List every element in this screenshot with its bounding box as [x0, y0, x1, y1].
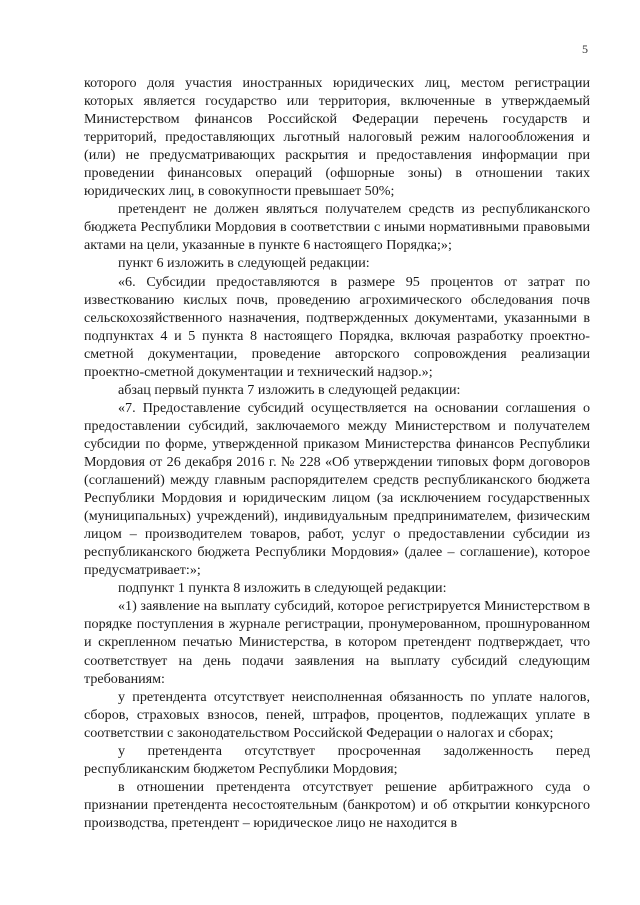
- paragraph: у претендента отсутствует просроченная задолженность перед республиканским бюджетом Республики Мордовия;: [84, 742, 590, 777]
- paragraph: «7. Предоставление субсидий осуществляется на основании соглашения о предоставлении субсидий, заключаемого между Министерством и получателем субсидии по форме, утвержденной приказом Министерства финансов Республики Мордовия от 26 декабря 2016 г. № 228 «Об утверждении типовых форм договоров (соглашений) между главным распорядителем средств республиканского бюджета Республики Мордовия и юридическим лицом (за исключением государственных (муниципальных) учреждений), индивидуальным предпринимателем, физическим лицом – производителем товаров, работ, услуг о предоставлении субсидии из республиканского бюджета Республики Мордовия» (далее – соглашение), которое предусматривает:»;: [84, 399, 590, 579]
- paragraph: претендент не должен являться получателем средств из республиканского бюджета Республики Мордовия в соответствии с иными нормативными правовыми актами на цели, указанные в пункте 6 настоящего Порядка;»;: [84, 201, 590, 254]
- document-body: [84, 74, 590, 832]
- paragraph: пункт 6 изложить в следующей редакции:: [118, 255, 370, 272]
- paragraph: у претендента отсутствует неисполненная обязанность по уплате налогов, сборов, страховых взносов, пеней, штрафов, процентов, подлежащих уплате в соответствии с законодательством Российской Федерации о налогах и сборах;: [84, 688, 590, 741]
- paragraph: в отношении претендента отсутствует решение арбитражного суда о признании претендента несостоятельным (банкротом) и об открытии конкурсного производства, претендент – юридическое лицо не находится в: [84, 778, 590, 831]
- page-number: 5: [582, 42, 588, 56]
- paragraph: «6. Субсидии предоставляются в размере 95 процентов от затрат по известкованию кислых почв, проведению агрохимического обследования почв сельскохозяйственного назначения, подтвержденных документами, указанными в подпунктах 4 и 5 пункта 8 настоящего Порядка, включая разработку проектно-сметной документации, проведение авторского сопровождения реализации проектно-сметной документации и технический надзор.»;: [84, 273, 590, 380]
- paragraph: подпункт 1 пункта 8 изложить в следующей редакции:: [118, 580, 447, 597]
- paragraph: абзац первый пункта 7 изложить в следующей редакции:: [118, 381, 461, 398]
- paragraph: «1) заявление на выплату субсидий, которое регистрируется Министерством в порядке поступления в журнале регистрации, пронумерованном, прошнурованном и скрепленном печатью Министерства, в котором претендент подтверждает, что соответствует на день подачи заявления на выплату субсидий следующим требованиям:: [84, 598, 590, 687]
- paragraph: которого доля участия иностранных юридических лиц, местом регистрации которых является государство или территория, включенные в утверждаемый Министерством финансов Российской Федерации перечень государств и территорий, предоставляющих льготный налоговый режим налогообложения и (или) не предусматривающих раскрытия и предоставления информации при проведении финансовых операций (офшорные зоны) в отношении таких юридических лиц, в совокупности превышает 50%;: [84, 75, 590, 200]
